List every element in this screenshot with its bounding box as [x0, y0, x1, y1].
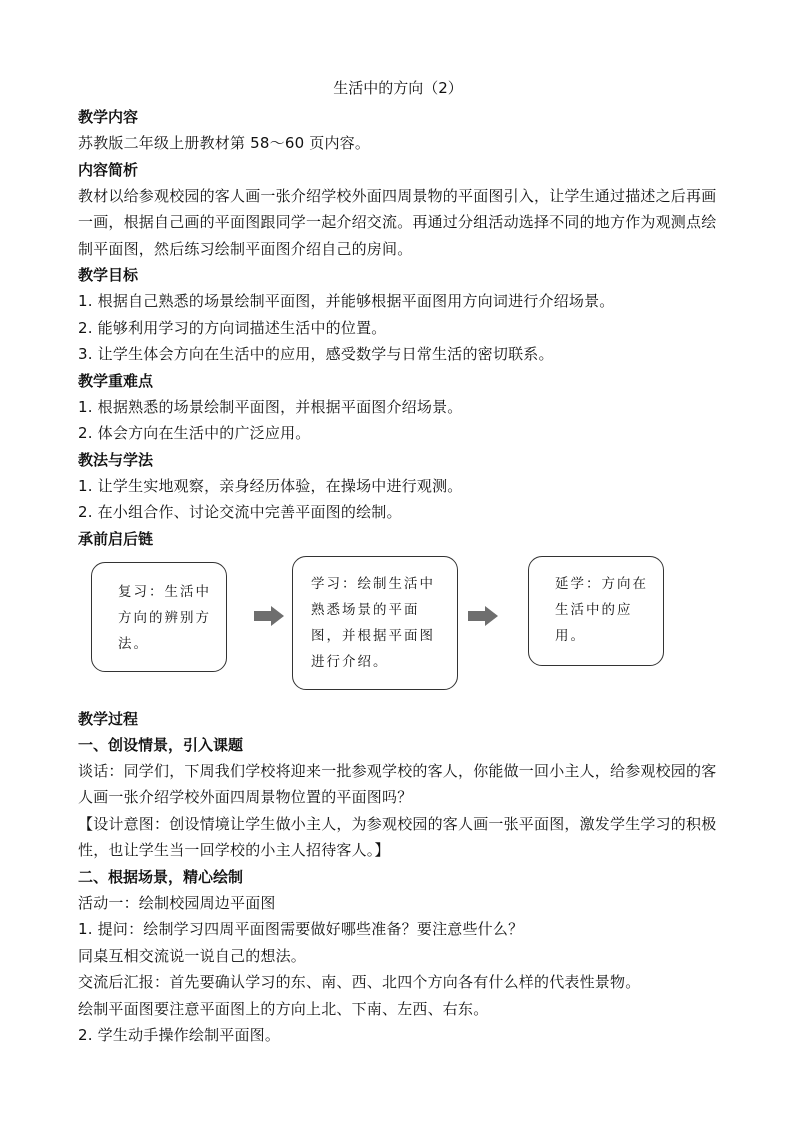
key-point-item: 1. 根据熟悉的场景绘制平面图，并根据平面图介绍场景。	[78, 397, 463, 416]
heading-teaching-process: 教学过程	[78, 709, 139, 728]
content-summary-text: 教材以给参观校园的客人画一张介绍学校外面四周景物的平面图引入，让学生通过描述之后再画一画，根据自己画的平面图跟同学一起介绍交流。再通过分组活动选择不同的地方作为观测点绘制平面图，然后练习绘制平面图介绍自己的房间。	[78, 186, 717, 258]
heading-part-2: 二、根据场景，精心绘制	[78, 867, 244, 886]
part1-talk-text: 谈话：同学们，下周我们学校将迎来一批参观学校的客人，你能做一回小主人，给参观校园的客人画一张介绍学校外面四周景物位置的平面图吗？	[78, 761, 717, 806]
heading-learning-chain: 承前启后链	[78, 529, 154, 548]
chain-box-extend: 延学：方向在生活中的应用。	[528, 556, 664, 666]
heading-teaching-content: 教学内容	[78, 108, 139, 126]
learning-chain-diagram	[78, 556, 718, 698]
step-one-note: 绘制平面图要注意平面图上的方向上北、下南、左西、右东。	[78, 999, 489, 1018]
chain-box-learn: 学习：绘制生活中熟悉场景的平面图，并根据平面图进行介绍。	[292, 556, 458, 690]
chain-box-review: 复习：生活中方向的辨别方法。	[91, 562, 227, 672]
step-one-discuss: 同桌互相交流说一说自己的想法。	[78, 946, 307, 965]
right-arrow-icon	[468, 606, 498, 626]
document-title: 生活中的方向（2）	[333, 79, 463, 97]
heading-teaching-goals: 教学目标	[78, 266, 139, 284]
goal-item: 1. 根据自己熟悉的场景绘制平面图，并能够根据平面图用方向词进行介绍场景。	[78, 292, 615, 310]
document-page	[78, 78, 718, 1049]
key-point-item: 2. 体会方向在生活中的广泛应用。	[78, 424, 311, 442]
method-item: 2. 在小组合作、讨论交流中完善平面图的绘制。	[78, 503, 402, 521]
teaching-content-text: 苏教版二年级上册教材第 58～60 页内容。	[78, 134, 371, 152]
goal-item: 3. 让学生体会方向在生活中的应用，感受数学与日常生活的密切联系。	[78, 345, 554, 363]
goal-item: 2. 能够利用学习的方向词描述生活中的位置。	[78, 318, 387, 337]
step-two-text: 2. 学生动手操作绘制平面图。	[78, 1026, 281, 1044]
activity-one-label: 活动一：绘制校园周边平面图	[78, 893, 276, 912]
step-one-report: 交流后汇报：首先要确认学习的东、南、西、北四个方向各有什么样的代表性景物。	[78, 973, 641, 991]
heading-key-points: 教学重难点	[78, 371, 154, 390]
heading-methods: 教法与学法	[78, 450, 154, 469]
heading-content-summary: 内容简析	[78, 160, 139, 179]
method-item: 1. 让学生实地观察，亲身经历体验，在操场中进行观测。	[78, 476, 463, 495]
right-arrow-icon	[254, 606, 284, 626]
heading-part-1: 一、创设情景，引入课题	[78, 735, 244, 754]
part1-design-intent: 【设计意图：创设情境让学生做小主人，为参观校园的客人画一张平面图，激发学生学习的积极性，也让学生当一回学校的小主人招待客人。】	[78, 814, 717, 859]
step-one-question: 1. 提问：绘制学习四周平面图需要做好哪些准备？要注意些什么？	[78, 920, 524, 938]
